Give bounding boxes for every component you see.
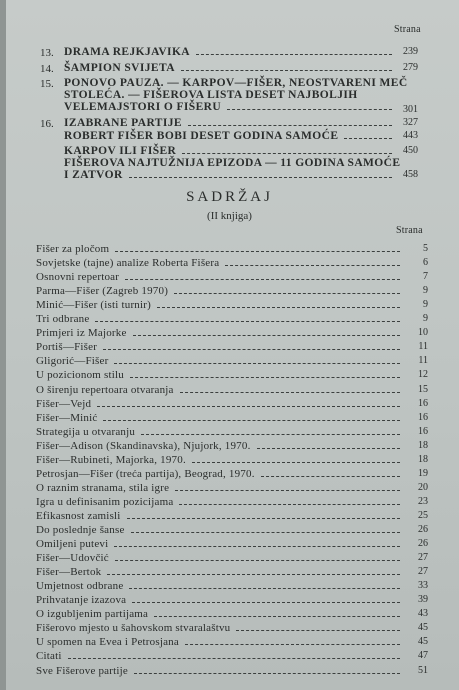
toc-entry-title: Prihvatanje izazova <box>36 594 127 607</box>
toc-entry-title: Efikasnost zamisli <box>36 509 121 522</box>
page-number: 26 <box>418 538 428 550</box>
page-number: 301 <box>403 104 418 115</box>
page-number: 16 <box>418 425 428 437</box>
contents-subtitle: (II knjiga) <box>207 210 252 222</box>
toc-entry-title: Fišer—Udovčić <box>36 552 109 565</box>
entry-title-line: STOLEĆA. — FIŠEROVA LISTA DESET NAJBOLJIH <box>64 89 358 101</box>
toc-entry-title: Tri odbrane <box>36 313 90 326</box>
page-number: 443 <box>403 130 418 141</box>
toc-entry <box>0 384 459 398</box>
dot-leader <box>236 630 400 631</box>
toc-entry-title: Fišer—Vejd <box>36 397 92 410</box>
dot-leader <box>185 644 400 645</box>
page-number: 45 <box>418 622 428 634</box>
toc-entry <box>0 510 459 524</box>
page-number: 45 <box>418 636 428 648</box>
page-number: 19 <box>418 467 428 479</box>
dot-leader <box>182 153 392 154</box>
page-number: 11 <box>418 341 428 353</box>
toc-entry-title: Fišer za pločom <box>36 243 110 255</box>
toc-entry <box>0 412 459 426</box>
toc-entry <box>0 552 459 566</box>
dot-leader <box>95 321 400 322</box>
toc-entry <box>0 327 459 341</box>
toc-entry-title: U spomen na Evea i Petrosjana <box>36 636 179 649</box>
toc-entry-title: O izgubljenim partijama <box>36 608 149 621</box>
page-number: 51 <box>418 664 428 676</box>
toc-entry <box>0 608 459 622</box>
page-number: 39 <box>418 594 428 606</box>
toc-entry <box>0 524 459 538</box>
toc-entry-title: Fišer—Rubineti, Majorka, 1970. <box>36 453 186 466</box>
toc-entry <box>0 285 459 299</box>
page-number: 26 <box>418 524 428 535</box>
dot-leader <box>130 377 400 378</box>
entry-title-line: IZABRANE PARTIJE <box>64 117 182 129</box>
toc-entry-title: Do poslednje šanse <box>36 524 125 536</box>
toc-entry-title: Umjetnost odbrane <box>36 580 124 593</box>
dot-leader <box>154 616 400 617</box>
toc-entry <box>0 622 459 636</box>
page-number: 10 <box>418 327 428 339</box>
dot-leader <box>115 560 400 561</box>
dot-leader <box>179 504 400 505</box>
page-number: 7 <box>423 271 428 283</box>
dot-leader <box>103 349 400 350</box>
dot-leader <box>68 658 400 659</box>
dot-leader <box>132 602 400 603</box>
page-number: 16 <box>418 397 428 409</box>
dot-leader <box>180 392 400 393</box>
toc-entry-title: Primjeri iz Majorke <box>36 327 127 340</box>
dot-leader <box>257 448 400 449</box>
toc-entry-title: O raznim stranama, stila igre <box>36 481 170 494</box>
toc-entry-title: Sve Fišerove partije <box>36 664 128 677</box>
entry-title-line: FIŠEROVA NAJTUŽNIJA EPIZODA — 11 GODINA SAMOĆE <box>64 157 401 169</box>
page-number: 6 <box>423 257 428 269</box>
toc-entry-title: Fišerovo mjesto u šahovskom stvaralaštvu <box>36 622 231 635</box>
toc-entry <box>0 440 459 454</box>
toc-entry <box>0 594 459 608</box>
toc-entry-title: Portiš—Fišer <box>36 341 98 354</box>
page-number: 43 <box>418 608 428 620</box>
page-number: 279 <box>403 62 418 73</box>
toc-entry <box>0 299 459 313</box>
entry-number: 15. <box>40 78 54 90</box>
dot-leader <box>129 177 392 178</box>
toc-entry-title: Osnovni repertoar <box>36 271 120 284</box>
toc-entry <box>0 257 459 271</box>
toc-entry-title: Fišer—Bertok <box>36 566 102 579</box>
page-number: 9 <box>423 285 428 297</box>
page-number: 27 <box>418 566 428 578</box>
page-number: 239 <box>403 46 418 57</box>
toc-entry-title: U pozicionom stilu <box>36 369 124 382</box>
toc-entry-title: Sovjetske (tajne) analize Roberta Fišera <box>36 257 220 270</box>
dot-leader <box>134 673 400 674</box>
toc-entry-title: Gligorić—Fišer <box>36 355 109 368</box>
toc-entry-title: Petrosjan—Fišer (treća partija), Beograd, 1970. <box>36 467 255 480</box>
page-number: 20 <box>418 481 428 493</box>
dot-leader <box>157 307 400 308</box>
entry-title-line: PONOVO PAUZA. — KARPOV—FIŠER, NEOSTVARENI MEČ <box>64 77 408 89</box>
entry-number: 13. <box>40 47 54 59</box>
toc-entry <box>0 636 459 650</box>
dot-leader <box>175 490 400 491</box>
toc-entry <box>0 496 459 510</box>
toc-entry-title: Minić—Fišer (isti turnir) <box>36 299 151 312</box>
page-number: 11 <box>418 355 428 367</box>
entry-number: 14. <box>40 63 54 75</box>
page-number: 9 <box>423 313 428 325</box>
dot-leader <box>97 406 400 407</box>
page-number: 16 <box>418 411 428 423</box>
dot-leader <box>188 125 392 126</box>
toc-entry <box>0 398 459 412</box>
dot-leader <box>114 363 400 364</box>
toc-entry <box>0 482 459 496</box>
page-number: 47 <box>418 650 428 662</box>
part1-strana-label: Strana <box>394 24 421 35</box>
page-number: 9 <box>423 299 428 311</box>
toc-entry-title: Citati <box>36 650 62 663</box>
toc-entry <box>0 650 459 664</box>
dot-leader <box>192 462 400 463</box>
dot-leader <box>225 265 400 266</box>
toc-entry-title: Parma—Fišer (Zagreb 1970) <box>36 285 169 298</box>
page-number: 12 <box>418 369 428 381</box>
toc-entry <box>0 566 459 580</box>
toc-entry <box>0 426 459 440</box>
toc-entry-title: Igra u definisanim pozicijama <box>36 495 174 508</box>
toc-entry <box>0 369 459 383</box>
toc-entry <box>0 538 459 552</box>
toc-entry-title: Strategija u otvaranju <box>36 425 136 438</box>
toc-entry <box>0 580 459 594</box>
page-number: 327 <box>403 117 418 128</box>
page-number: 15 <box>418 383 428 395</box>
dot-leader <box>141 434 400 435</box>
entry-title-line: KARPOV ILI FIŠER <box>64 145 177 157</box>
entry-title-line: ROBERT FIŠER BOBI DESET GODINA SAMOĆE <box>64 130 339 142</box>
part2-strana-label: Strana <box>396 225 423 236</box>
page-number: 25 <box>418 509 428 521</box>
dot-leader <box>131 532 400 533</box>
dot-leader <box>181 70 392 71</box>
dot-leader <box>103 420 400 421</box>
dot-leader <box>129 588 400 589</box>
dot-leader <box>174 293 400 294</box>
toc-entry <box>0 454 459 468</box>
page-number: 18 <box>418 453 428 465</box>
toc-entry-title: O širenju repertoara otvaranja <box>36 383 174 396</box>
dot-leader <box>133 335 400 336</box>
entry-number: 16. <box>40 118 54 130</box>
page-number: 18 <box>418 439 428 451</box>
toc-entry <box>0 341 459 355</box>
toc-entry <box>0 355 459 369</box>
toc-entry-title: Fišer—Adison (Skandinavska), Njujork, 1970. <box>36 439 251 452</box>
dot-leader <box>344 138 392 139</box>
toc-entry <box>0 313 459 327</box>
toc-entry <box>0 468 459 482</box>
entry-title-line: DRAMA REJKJAVIKA <box>64 46 190 58</box>
page-number: 27 <box>418 552 428 564</box>
dot-leader <box>114 546 400 547</box>
dot-leader <box>227 109 392 110</box>
toc-entry <box>0 665 459 679</box>
dot-leader <box>127 518 400 519</box>
entry-title-line: VELEMAJSTORI O FIŠERU <box>64 101 222 113</box>
entry-title-line: ŠAMPION SVIJETA <box>64 62 175 74</box>
page-number: 33 <box>418 580 428 592</box>
page-number: 458 <box>403 169 418 180</box>
contents-title: SADRŽAJ <box>186 189 273 205</box>
entry-title-line: I ZATVOR <box>64 169 123 181</box>
page-number: 450 <box>403 145 418 156</box>
page-number: 23 <box>418 495 428 507</box>
dot-leader <box>107 574 400 575</box>
toc-entry <box>0 271 459 285</box>
dot-leader <box>261 476 400 477</box>
toc-entry-title: Fišer—Minić <box>36 411 98 424</box>
toc-entry-title: Omiljeni putevi <box>36 538 109 551</box>
dot-leader <box>115 251 400 252</box>
dot-leader <box>196 54 392 55</box>
toc-entry <box>0 243 459 257</box>
page-number: 5 <box>423 243 428 254</box>
dot-leader <box>125 279 400 280</box>
